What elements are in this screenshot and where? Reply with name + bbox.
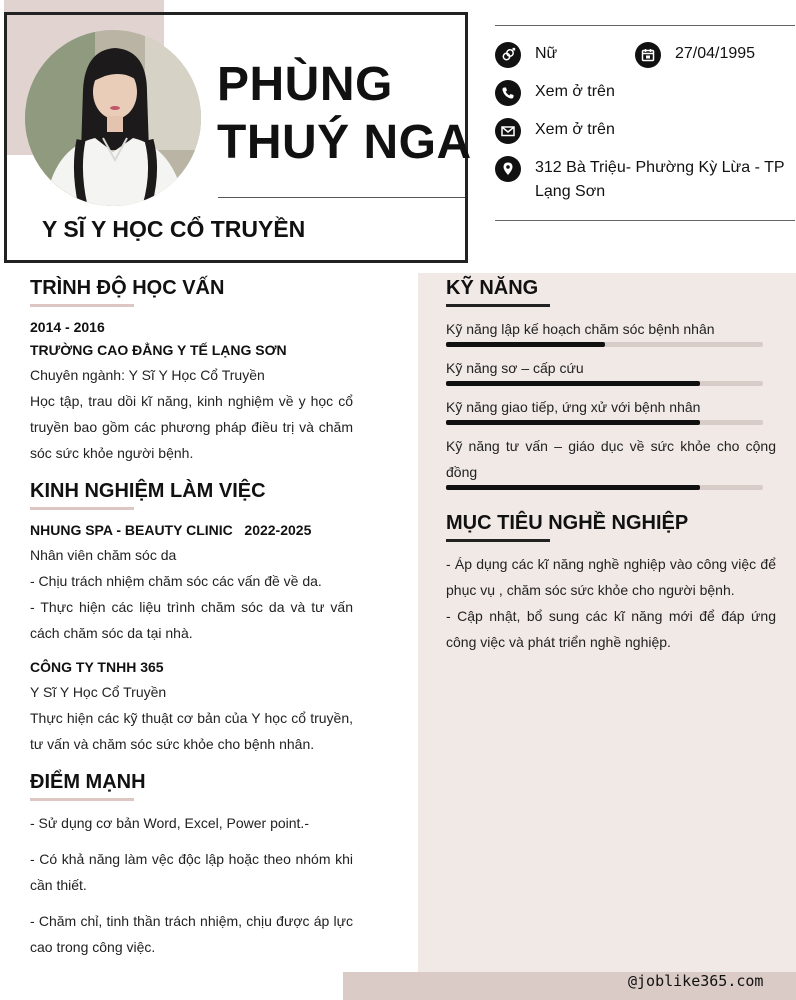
skill-1-bar <box>446 342 763 347</box>
contact-bottom-rule <box>495 220 795 221</box>
skill-4-fill <box>446 485 700 490</box>
profile-photo <box>25 30 201 206</box>
strength-item-1: - Sử dụng cơ bản Word, Excel, Power point.- <box>30 815 309 831</box>
mail-icon <box>495 118 521 144</box>
skill-1-fill <box>446 342 605 347</box>
job-2-company: CÔNG TY TNHH 365 <box>30 659 164 675</box>
address-line-2: Lạng Sơn <box>535 183 606 200</box>
strengths-underline <box>30 798 134 801</box>
profile-photo-image <box>25 30 201 206</box>
education-major: Chuyên ngành: Y Sĩ Y Học Cổ Truyền <box>30 367 265 383</box>
job-1-duty-2: - Thực hiện các liệu trình chăm sóc da và tư vấn cách chăm sóc da tại nhà. <box>30 599 353 641</box>
job-1-company: NHUNG SPA - BEAUTY CLINIC 2022-2025 <box>30 522 312 538</box>
skill-4-label: Kỹ năng tư vấn – giáo dục về sức khỏe cho cộng đồng <box>446 438 776 480</box>
skill-2-bar <box>446 381 763 386</box>
objective-heading: MỤC TIÊU NGHỀ NGHIỆP <box>446 512 689 534</box>
contact-address <box>495 156 785 204</box>
skill-2-label: Kỹ năng sơ – cấp cứu <box>446 360 584 376</box>
contact-email <box>495 118 615 144</box>
job-2-position: Y Sĩ Y Học Cổ Truyền <box>30 684 167 700</box>
experience-underline <box>30 507 134 510</box>
name-line-1: PHÙNG <box>217 58 393 111</box>
skills-heading: KỸ NĂNG <box>446 277 539 299</box>
job-1-position: Nhân viên chăm sóc da <box>30 547 177 563</box>
education-underline <box>30 304 134 307</box>
phone-value: Xem ở trên <box>535 83 615 100</box>
strengths-heading: ĐIỂM MẠNH <box>30 771 146 793</box>
skill-3-label: Kỹ năng giao tiếp, ứng xử với bệnh nhân <box>446 399 701 415</box>
skills-underline <box>446 304 550 307</box>
gender-value: Nữ <box>535 45 558 62</box>
skill-4-bar <box>446 485 763 490</box>
strength-item-3: - Chăm chỉ, tinh thần trách nhiệm, chịu được áp lực cao trong công việc. <box>30 913 353 955</box>
footer-watermark: @joblike365.com <box>628 972 764 990</box>
objective-item-2: - Cập nhật, bổ sung các kĩ năng mới để đáp ứng công việc và phát triển nghề nghiệp. <box>446 608 776 650</box>
job-1-duty-1: - Chịu trách nhiệm chăm sóc các vấn đề về da. <box>30 573 322 589</box>
address-value <box>535 156 785 204</box>
birthday-value: 27/04/1995 <box>675 45 756 62</box>
phone-icon <box>495 80 521 106</box>
education-heading: TRÌNH ĐỘ HỌC VẤN <box>30 277 225 299</box>
job-title: Y SĨ Y HỌC CỔ TRUYỀN <box>42 216 306 242</box>
gender-icon <box>495 42 521 68</box>
contact-phone <box>495 80 615 106</box>
education-description: Học tập, trau dồi kĩ năng, kinh nghiệm về y học cổ truyền bao gồm các phương pháp điều trị và chăm sóc sức khỏe người bệnh. <box>30 393 353 461</box>
objective-item-1: - Áp dụng các kĩ năng nghề nghiệp vào công việc để phục vụ , chăm sóc sức khỏe cho người bệnh. <box>446 556 776 598</box>
skill-3-fill <box>446 420 700 425</box>
education-years: 2014 - 2016 <box>30 319 105 335</box>
job-2-duty-1: Thực hiện các kỹ thuật cơ bản của Y học cổ truyền, tư vấn và chăm sóc sức khỏe cho bệnh nhân. <box>30 710 353 752</box>
name-divider <box>218 197 465 198</box>
contact-top-rule <box>495 25 795 26</box>
objective-underline <box>446 539 550 542</box>
education-school: TRƯỜNG CAO ĐẲNG Y TẾ LẠNG SƠN <box>30 342 287 358</box>
skill-1-label: Kỹ năng lập kế hoạch chăm sóc bệnh nhân <box>446 321 715 337</box>
address-line-1: 312 Bà Triệu- Phường Kỳ Lừa - TP <box>535 159 785 176</box>
contact-gender <box>495 42 557 68</box>
skill-2-fill <box>446 381 700 386</box>
candidate-name <box>217 56 472 172</box>
calendar-icon <box>635 42 661 68</box>
email-value: Xem ở trên <box>535 121 615 138</box>
skill-3-bar <box>446 420 763 425</box>
location-icon <box>495 156 521 182</box>
experience-heading: KINH NGHIỆM LÀM VIỆC <box>30 480 266 502</box>
name-line-2: THUÝ NGA <box>217 116 472 169</box>
contact-birthday <box>635 42 755 68</box>
strength-item-2: - Có khả năng làm vệc độc lập hoặc theo nhóm khi cần thiết. <box>30 851 353 893</box>
